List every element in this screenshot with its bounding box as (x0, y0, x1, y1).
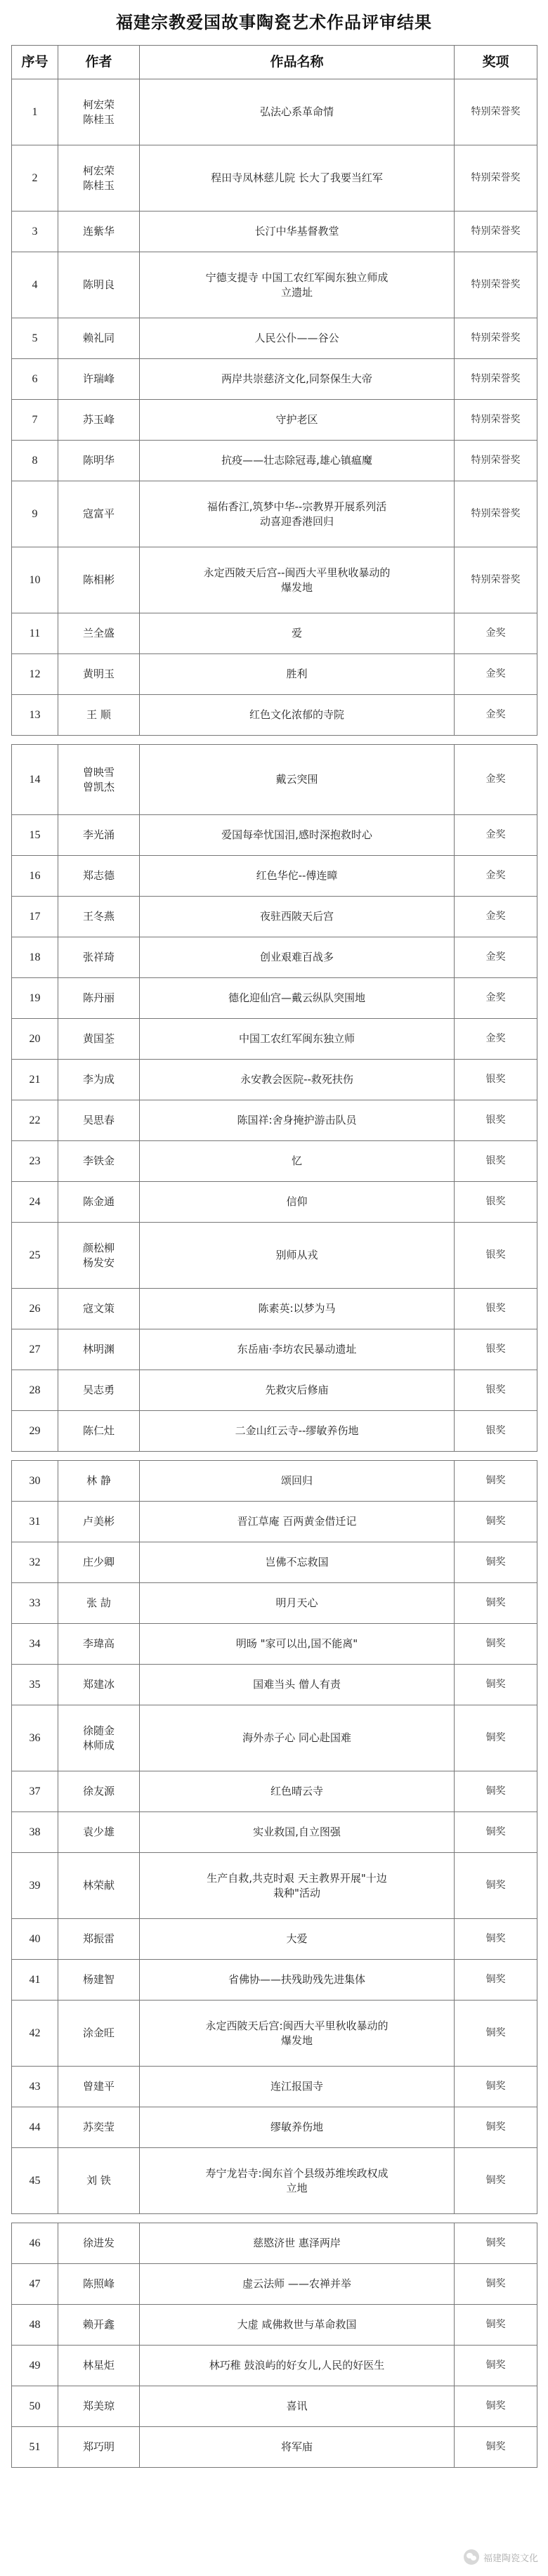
row-work: 守护老区 (140, 400, 455, 441)
row-work: 人民公仆——谷公 (140, 318, 455, 359)
row-author: 陈金通 (58, 1182, 140, 1223)
row-award: 特别荣誉奖 (455, 359, 537, 400)
table-row (12, 1853, 537, 1919)
header-work: 作品名称 (140, 46, 455, 79)
table-row (12, 145, 537, 212)
table-gap (11, 1452, 537, 1460)
row-work: 连江报国寺 (140, 2067, 455, 2107)
row-number: 49 (12, 2346, 58, 2386)
header-award: 奖项 (455, 46, 537, 79)
wechat-icon (464, 2549, 479, 2565)
row-number: 6 (12, 359, 58, 400)
row-work: 永安教会医院--救死扶伤 (140, 1060, 455, 1100)
row-author: 陈照峰 (58, 2264, 140, 2305)
table-row (12, 1624, 537, 1665)
row-work: 岂佛不忘救国 (140, 1542, 455, 1583)
row-author: 颜松柳 杨发安 (58, 1223, 140, 1289)
row-work: 大虚 咸佛救世与革命救国 (140, 2305, 455, 2346)
row-award: 特别荣誉奖 (455, 212, 537, 252)
row-work: 先救灾后修庙 (140, 1370, 455, 1411)
row-author: 李瑋高 (58, 1624, 140, 1665)
row-number: 21 (12, 1060, 58, 1100)
table-row (12, 1100, 537, 1141)
row-number: 24 (12, 1182, 58, 1223)
row-work: 红色华佗--傅连暲 (140, 856, 455, 897)
row-number: 25 (12, 1223, 58, 1289)
table-gap (11, 736, 537, 744)
row-work: 中国工农红军闽东独立师 (140, 1019, 455, 1060)
row-award: 银奖 (455, 1289, 537, 1329)
table-row (12, 1665, 537, 1705)
table-row (12, 2427, 537, 2468)
results-table (11, 1460, 537, 2214)
row-work: 喜讯 (140, 2386, 455, 2427)
row-author: 苏奕莹 (58, 2107, 140, 2148)
table-row (12, 1141, 537, 1182)
row-number: 22 (12, 1100, 58, 1141)
table-row (12, 1461, 537, 1502)
row-number: 16 (12, 856, 58, 897)
row-number: 11 (12, 613, 58, 654)
row-author: 李铁金 (58, 1141, 140, 1182)
row-author: 曾建平 (58, 2067, 140, 2107)
row-number: 12 (12, 654, 58, 695)
row-work: 大爱 (140, 1919, 455, 1960)
row-number: 27 (12, 1329, 58, 1370)
row-author: 柯宏荣 陈桂玉 (58, 79, 140, 145)
row-number: 8 (12, 441, 58, 481)
row-work: 两岸共崇慈济文化,同祭保生大帝 (140, 359, 455, 400)
row-number: 30 (12, 1461, 58, 1502)
row-work: 弘法心系革命情 (140, 79, 455, 145)
table-row (12, 1542, 537, 1583)
row-author: 张祥琦 (58, 937, 140, 978)
table-row (12, 1771, 537, 1812)
row-number: 51 (12, 2427, 58, 2468)
table-row (12, 897, 537, 937)
table-row (12, 745, 537, 815)
row-award: 铜奖 (455, 1583, 537, 1624)
row-award: 铜奖 (455, 1624, 537, 1665)
row-author: 涂金旺 (58, 2001, 140, 2067)
row-number: 14 (12, 745, 58, 815)
row-work: 戴云突围 (140, 745, 455, 815)
table-row (12, 654, 537, 695)
row-number: 46 (12, 2223, 58, 2264)
header-author: 作者 (58, 46, 140, 79)
table-row (12, 1289, 537, 1329)
table-row (12, 815, 537, 856)
row-work: 颂回归 (140, 1461, 455, 1502)
table-row (12, 2305, 537, 2346)
table-row (12, 937, 537, 978)
row-author: 连紫华 (58, 212, 140, 252)
row-award: 金奖 (455, 897, 537, 937)
row-award: 铜奖 (455, 1705, 537, 1771)
row-author: 张 劼 (58, 1583, 140, 1624)
row-work: 创业艰难百战多 (140, 937, 455, 978)
table-row (12, 1370, 537, 1411)
row-work: 缪敏养伤地 (140, 2107, 455, 2148)
row-author: 赖礼同 (58, 318, 140, 359)
row-work: 陈素英:以梦为马 (140, 1289, 455, 1329)
row-author: 刘 铁 (58, 2148, 140, 2214)
row-award: 铜奖 (455, 1812, 537, 1853)
row-author: 杨建智 (58, 1960, 140, 2001)
table-row (12, 1329, 537, 1370)
row-work: 红色晴云寺 (140, 1771, 455, 1812)
row-number: 44 (12, 2107, 58, 2148)
row-number: 2 (12, 145, 58, 212)
row-author: 吴志勇 (58, 1370, 140, 1411)
row-work: 别师从戎 (140, 1223, 455, 1289)
row-work: 宁德支提寺 中国工农红军闽东独立师成 立遗址 (140, 252, 455, 318)
row-award: 银奖 (455, 1223, 537, 1289)
row-award: 铜奖 (455, 1771, 537, 1812)
row-author: 陈相彬 (58, 547, 140, 613)
row-author: 曾映雪 曾凯杰 (58, 745, 140, 815)
table-row (12, 2148, 537, 2214)
table-row (12, 441, 537, 481)
row-work: 永定西陂天后宫:闽西大平里秋收暴动的 爆发地 (140, 2001, 455, 2067)
row-author: 陈仁灶 (58, 1411, 140, 1452)
row-award: 特别荣誉奖 (455, 400, 537, 441)
table-row (12, 978, 537, 1019)
row-number: 4 (12, 252, 58, 318)
row-award: 特别荣誉奖 (455, 481, 537, 547)
row-work: 二金山红云寺--缪敏养伤地 (140, 1411, 455, 1452)
row-author: 庄少卿 (58, 1542, 140, 1583)
row-work: 福佑香江,筑梦中华--宗教界开展系列活 动喜迎香港回归 (140, 481, 455, 547)
row-work: 生产自救,共克时艰 天主教界开展"十边 栽种"活动 (140, 1853, 455, 1919)
row-author: 李光涌 (58, 815, 140, 856)
row-award: 铜奖 (455, 1502, 537, 1542)
row-work: 实业救国,自立图强 (140, 1812, 455, 1853)
row-award: 银奖 (455, 1182, 537, 1223)
row-work: 东岳庙·李坊农民暴动遗址 (140, 1329, 455, 1370)
row-work: 夜驻西陂天后宫 (140, 897, 455, 937)
row-author: 陈丹丽 (58, 978, 140, 1019)
row-award: 铜奖 (455, 2305, 537, 2346)
row-author: 袁少雄 (58, 1812, 140, 1853)
row-author: 王冬燕 (58, 897, 140, 937)
table-row (12, 856, 537, 897)
row-author: 林荣献 (58, 1853, 140, 1919)
row-award: 金奖 (455, 937, 537, 978)
row-award: 金奖 (455, 856, 537, 897)
row-number: 48 (12, 2305, 58, 2346)
row-work: 慈愍济世 惠泽两岸 (140, 2223, 455, 2264)
row-number: 29 (12, 1411, 58, 1452)
row-number: 1 (12, 79, 58, 145)
row-work: 爱 (140, 613, 455, 654)
row-author: 寇富平 (58, 481, 140, 547)
row-number: 32 (12, 1542, 58, 1583)
row-award: 铜奖 (455, 1542, 537, 1583)
row-award: 金奖 (455, 695, 537, 736)
row-author: 陈明华 (58, 441, 140, 481)
row-award: 铜奖 (455, 2148, 537, 2214)
row-work: 国难当头 僧人有责 (140, 1665, 455, 1705)
row-author: 苏玉峰 (58, 400, 140, 441)
table-row (12, 2264, 537, 2305)
row-number: 42 (12, 2001, 58, 2067)
row-award: 铜奖 (455, 2001, 537, 2067)
results-tables (11, 45, 537, 2468)
table-row (12, 2001, 537, 2067)
table-row (12, 1223, 537, 1289)
table-row (12, 1182, 537, 1223)
row-work: 寿宁龙岩寺:闽东首个县级苏维埃政权成 立地 (140, 2148, 455, 2214)
row-author: 林明渊 (58, 1329, 140, 1370)
row-author: 郑美琼 (58, 2386, 140, 2427)
row-work: 胜利 (140, 654, 455, 695)
row-work: 德化迎仙宫—戴云纵队突围地 (140, 978, 455, 1019)
row-author: 黄国荃 (58, 1019, 140, 1060)
row-award: 铜奖 (455, 1919, 537, 1960)
table-row (12, 79, 537, 145)
table-row (12, 1502, 537, 1542)
row-number: 18 (12, 937, 58, 978)
table-header-row (12, 46, 537, 79)
row-author: 郑巧明 (58, 2427, 140, 2468)
row-number: 37 (12, 1771, 58, 1812)
row-award: 铜奖 (455, 2386, 537, 2427)
row-award: 银奖 (455, 1141, 537, 1182)
row-award: 银奖 (455, 1100, 537, 1141)
table-row (12, 2223, 537, 2264)
table-row (12, 1583, 537, 1624)
row-author: 徐随金 林师成 (58, 1705, 140, 1771)
row-author: 林星炬 (58, 2346, 140, 2386)
watermark-text: 福建陶瓷文化 (483, 2553, 538, 2564)
row-number: 9 (12, 481, 58, 547)
row-author: 兰全盛 (58, 613, 140, 654)
row-award: 特别荣誉奖 (455, 79, 537, 145)
table-row (12, 1411, 537, 1452)
row-author: 李为成 (58, 1060, 140, 1100)
table-row (12, 252, 537, 318)
row-award: 金奖 (455, 978, 537, 1019)
table-row (12, 1960, 537, 2001)
row-award: 铜奖 (455, 2223, 537, 2264)
row-award: 特别荣誉奖 (455, 547, 537, 613)
row-author: 郑建冰 (58, 1665, 140, 1705)
row-number: 17 (12, 897, 58, 937)
table-row (12, 1705, 537, 1771)
row-award: 银奖 (455, 1329, 537, 1370)
table-row (12, 1019, 537, 1060)
row-number: 41 (12, 1960, 58, 2001)
row-number: 7 (12, 400, 58, 441)
row-work: 将军庙 (140, 2427, 455, 2468)
row-award: 铜奖 (455, 1853, 537, 1919)
row-author: 柯宏荣 陈桂玉 (58, 145, 140, 212)
table-gap (11, 2214, 537, 2223)
row-work: 忆 (140, 1141, 455, 1182)
header-seq: 序号 (12, 46, 58, 79)
row-author: 郑志德 (58, 856, 140, 897)
row-number: 10 (12, 547, 58, 613)
row-author: 王 顺 (58, 695, 140, 736)
row-award: 铜奖 (455, 2067, 537, 2107)
row-author: 黄明玉 (58, 654, 140, 695)
row-work: 程田寺凤林慈儿院 长大了我要当红军 (140, 145, 455, 212)
row-award: 铜奖 (455, 1461, 537, 1502)
row-author: 许瑞峰 (58, 359, 140, 400)
row-author: 林 静 (58, 1461, 140, 1502)
table-row (12, 2067, 537, 2107)
table-row (12, 695, 537, 736)
row-number: 20 (12, 1019, 58, 1060)
row-work: 抗疫——壮志除冠毒,雄心镇瘟魔 (140, 441, 455, 481)
row-number: 33 (12, 1583, 58, 1624)
table-row (12, 400, 537, 441)
row-author: 徐友源 (58, 1771, 140, 1812)
table-row (12, 613, 537, 654)
row-author: 卢美彬 (58, 1502, 140, 1542)
row-work: 晋江草庵 百两黄金借迁记 (140, 1502, 455, 1542)
row-work: 爱国每牵忧国泪,感时深抱救时心 (140, 815, 455, 856)
row-author: 徐进发 (58, 2223, 140, 2264)
row-number: 34 (12, 1624, 58, 1665)
row-number: 47 (12, 2264, 58, 2305)
row-number: 38 (12, 1812, 58, 1853)
results-table (11, 744, 537, 1452)
row-number: 26 (12, 1289, 58, 1329)
row-award: 金奖 (455, 815, 537, 856)
row-award: 铜奖 (455, 2346, 537, 2386)
row-award: 银奖 (455, 1411, 537, 1452)
row-work: 红色文化浓郁的寺院 (140, 695, 455, 736)
row-number: 50 (12, 2386, 58, 2427)
row-work: 虚云法师 ——农禅并举 (140, 2264, 455, 2305)
table-row (12, 318, 537, 359)
row-award: 金奖 (455, 1019, 537, 1060)
row-number: 5 (12, 318, 58, 359)
row-award: 特别荣誉奖 (455, 252, 537, 318)
row-author: 陈明良 (58, 252, 140, 318)
row-number: 36 (12, 1705, 58, 1771)
results-table (11, 45, 537, 736)
row-work: 省佛协——扶残助残先进集体 (140, 1960, 455, 2001)
row-award: 铜奖 (455, 1960, 537, 2001)
row-work: 明旸 "家可以出,国不能离" (140, 1624, 455, 1665)
row-award: 铜奖 (455, 2264, 537, 2305)
row-work: 海外赤子心 同心赴国难 (140, 1705, 455, 1771)
table-row (12, 1812, 537, 1853)
row-award: 特别荣誉奖 (455, 145, 537, 212)
table-row (12, 547, 537, 613)
row-author: 吴思春 (58, 1100, 140, 1141)
table-row (12, 2107, 537, 2148)
row-number: 40 (12, 1919, 58, 1960)
row-number: 15 (12, 815, 58, 856)
row-number: 35 (12, 1665, 58, 1705)
table-row (12, 1060, 537, 1100)
table-row (12, 2346, 537, 2386)
row-author: 赖开鑫 (58, 2305, 140, 2346)
table-row (12, 1919, 537, 1960)
row-award: 特别荣誉奖 (455, 318, 537, 359)
row-work: 信仰 (140, 1182, 455, 1223)
row-award: 铜奖 (455, 2427, 537, 2468)
watermark (464, 2549, 538, 2565)
table-row (12, 2386, 537, 2427)
table-row (12, 481, 537, 547)
table-row (12, 359, 537, 400)
row-work: 林巧稚 鼓浪屿的好女儿,人民的好医生 (140, 2346, 455, 2386)
row-award: 金奖 (455, 613, 537, 654)
table-row (12, 212, 537, 252)
row-award: 铜奖 (455, 1665, 537, 1705)
row-number: 31 (12, 1502, 58, 1542)
row-number: 43 (12, 2067, 58, 2107)
page-title: 福建宗教爱国故事陶瓷艺术作品评审结果 (116, 12, 432, 32)
row-number: 19 (12, 978, 58, 1019)
results-table (11, 2223, 537, 2468)
row-award: 银奖 (455, 1370, 537, 1411)
row-number: 45 (12, 2148, 58, 2214)
row-author: 郑振雷 (58, 1919, 140, 1960)
row-award: 金奖 (455, 745, 537, 815)
row-award: 金奖 (455, 654, 537, 695)
row-work: 陈国祥:舍身掩护游击队员 (140, 1100, 455, 1141)
row-work: 长汀中华基督教堂 (140, 212, 455, 252)
row-author: 寇文策 (58, 1289, 140, 1329)
row-award: 特别荣誉奖 (455, 441, 537, 481)
row-work: 明月天心 (140, 1583, 455, 1624)
row-number: 3 (12, 212, 58, 252)
row-award: 银奖 (455, 1060, 537, 1100)
row-number: 39 (12, 1853, 58, 1919)
row-award: 铜奖 (455, 2107, 537, 2148)
row-number: 13 (12, 695, 58, 736)
row-number: 23 (12, 1141, 58, 1182)
row-work: 永定西陂天后宫--闽西大平里秋收暴动的 爆发地 (140, 547, 455, 613)
row-number: 28 (12, 1370, 58, 1411)
